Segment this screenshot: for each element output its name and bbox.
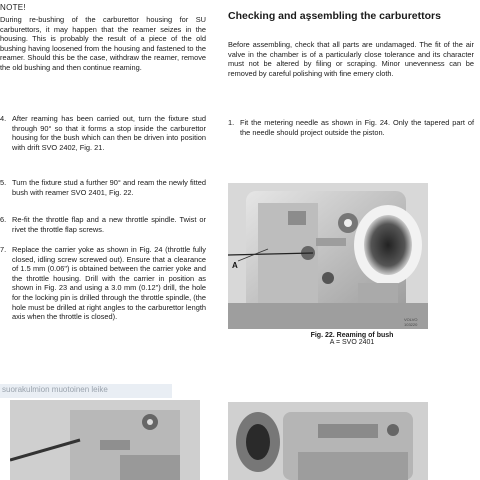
step-5 (0, 178, 206, 197)
step-1 (228, 118, 474, 137)
banner-text: suorakulmion muotoinen leike (2, 385, 108, 394)
step-text: Turn the fixture stud a further 90° and ream the newly fitted bush with reamer SVO 2401, Fig. 22. (12, 178, 206, 197)
step-text: Re-fit the throttle flap and a new throttle spindle. Twist or rivet the throttle flap screws. (12, 215, 206, 234)
step-text: Replace the carrier yoke as shown in Fig. 24 (throttle fully closed, idling screw screwed out). Ensure that a clearance of 1.5 mm (0.06") is obtained between the carrier yoke and the throttle housing. Drill with the carrier in position as shown in Fig. 23 and using a 3.0 mm (0.12") drill, the hole for the locking pin is drilled through the throttle spindle, (the hole must be drilled at right angles to the carburettor length axis when the throttle is closed). (12, 245, 206, 322)
step-number: 1. (228, 118, 235, 127)
caption-subtitle: A = SVO 2401 (329, 339, 375, 346)
step-6 (0, 215, 206, 234)
step-text: Fit the metering needle as shown in Fig. 24. Only the tapered part of the needle should project outside the piston. (240, 118, 474, 137)
figure-label-a: A (232, 261, 238, 270)
caption-title: Fig. 22. Reaming of bush (310, 332, 394, 339)
step-4 (0, 114, 206, 152)
figure-22-caption (228, 332, 476, 346)
step-number: 7. (0, 245, 7, 254)
step-text: After reaming has been carried out, turn the fixture stud through 90° so that it forms a stop inside the carburettor housing for the bush which can then be driven into position with drift SVO 2402, Fig. 21. (12, 114, 206, 152)
carburettor-reaming-illustration (228, 183, 428, 329)
figure-code: VOLVO 103220 (404, 317, 418, 327)
bottom-right-photo (228, 402, 428, 480)
step-number: 5. (0, 178, 7, 187)
step-7 (0, 245, 206, 322)
section-heading: Checking and aşsembling the carburettors (228, 10, 441, 22)
bottom-left-photo (10, 400, 200, 480)
note-heading: NOTE! (0, 3, 26, 12)
step-number: 4. (0, 114, 7, 123)
carburettor-fixture-illustration (10, 400, 200, 480)
intro-text: Before assembling, check that all parts are undamaged. The fit of the air valve in the chamber is of a particularly close tolerance and its character must not be altered by filing or scraping. Minor unevenness can be removed by careful polishing with fine emery cloth. (228, 40, 474, 78)
carburettor-body-illustration (228, 402, 428, 480)
step-number: 6. (0, 215, 7, 224)
highlight-banner (0, 384, 172, 398)
figure-22-photo (228, 183, 428, 329)
note-text: During re-bushing of the carburettor housing for SU carburettors, it may happen that the reamer seizes in the housing. This is probably the result of a piece of the old bushing having loosened from the housing and fastened to the reamer. Should this be the case, withdraw the reamer, remove the old bushing and then continue reaming. (0, 15, 206, 72)
